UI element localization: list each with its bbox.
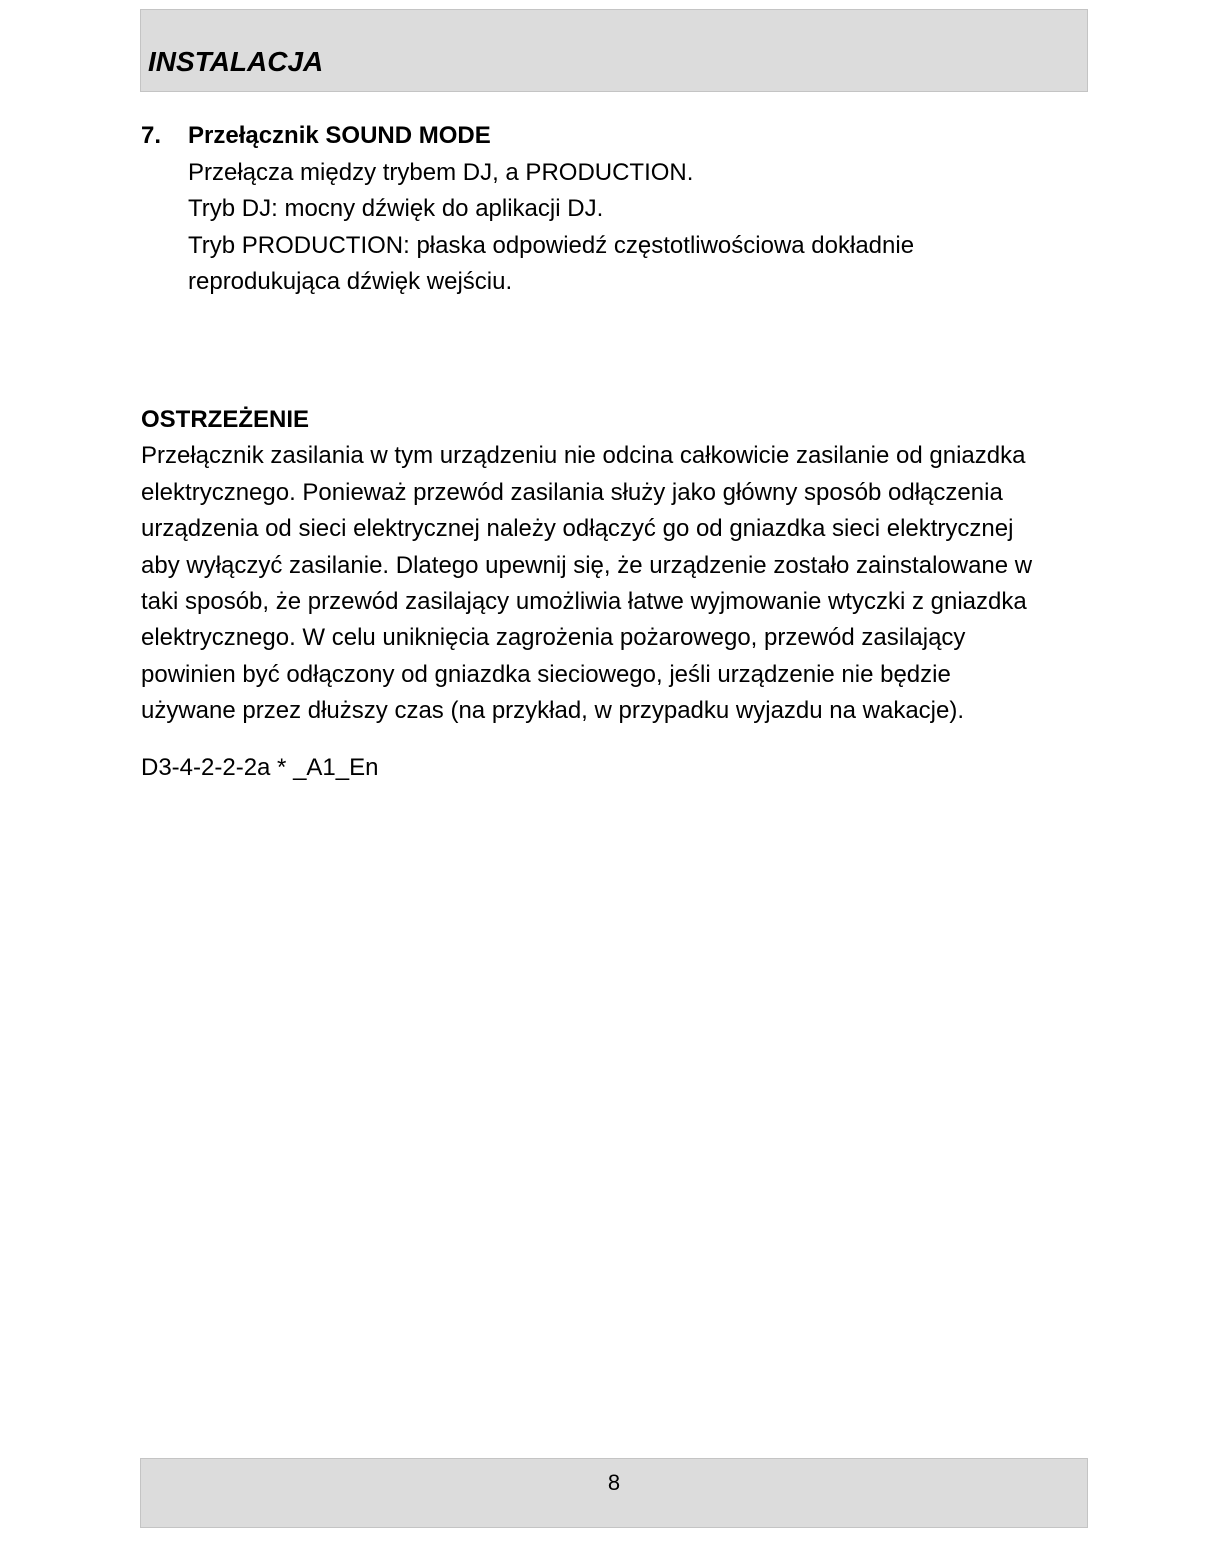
item-number: 7. xyxy=(141,122,162,149)
warning-line: powinien być odłączony od gniazdka sieciowego, jeśli urządzenie nie będzie xyxy=(141,660,951,688)
warning-text xyxy=(141,438,1081,729)
item-line: Tryb PRODUCTION: płaska odpowiedź częstotliwościowa dokładnie xyxy=(188,231,915,259)
warning-line: taki sposób, że przewód zasilający umożliwia łatwe wyjmowanie wtyczki z gniazdka xyxy=(141,588,1027,616)
item-line: Przełącza między trybem DJ, a PRODUCTION. xyxy=(188,158,694,186)
page-number: 8 xyxy=(607,1470,621,1495)
warning-line: elektrycznego. Ponieważ przewód zasilania służy jako główny sposób odłączenia xyxy=(141,478,1003,506)
warning-line: Przełącznik zasilania w tym urządzeniu nie odcina całkowicie zasilanie od gniazdka xyxy=(141,442,1026,470)
footer-band xyxy=(140,1458,1088,1528)
page-title: INSTALACJA xyxy=(148,46,324,77)
item-line: Tryb DJ: mocny dźwięk do aplikacji DJ. xyxy=(188,195,604,222)
header-band xyxy=(140,9,1088,92)
document-code: D3-4-2-2-2a * _A1_En xyxy=(141,754,379,781)
warning-title: OSTRZEŻENIE xyxy=(141,406,310,433)
warning-line: elektrycznego. W celu uniknięcia zagrożenia pożarowego, przewód zasilający xyxy=(141,624,966,652)
warning-section xyxy=(141,402,1081,730)
warning-line: urządzenia od sieci elektrycznej należy odłączyć go od gniazdka sieci elektrycznej xyxy=(141,515,1014,543)
warning-line: używane przez dłuższy czas (na przykład, w przypadku wyjazdu na wakacje). xyxy=(141,697,965,725)
item-title: Przełącznik SOUND MODE xyxy=(188,122,491,149)
item-body xyxy=(188,118,1081,301)
list-item-sound-mode xyxy=(141,118,1081,301)
item-line: reprodukująca dźwięk wejściu. xyxy=(188,268,513,295)
warning-line: aby wyłączyć zasilanie. Dlatego upewnij się, że urządzenie zostało zainstalowane w xyxy=(141,551,1033,579)
